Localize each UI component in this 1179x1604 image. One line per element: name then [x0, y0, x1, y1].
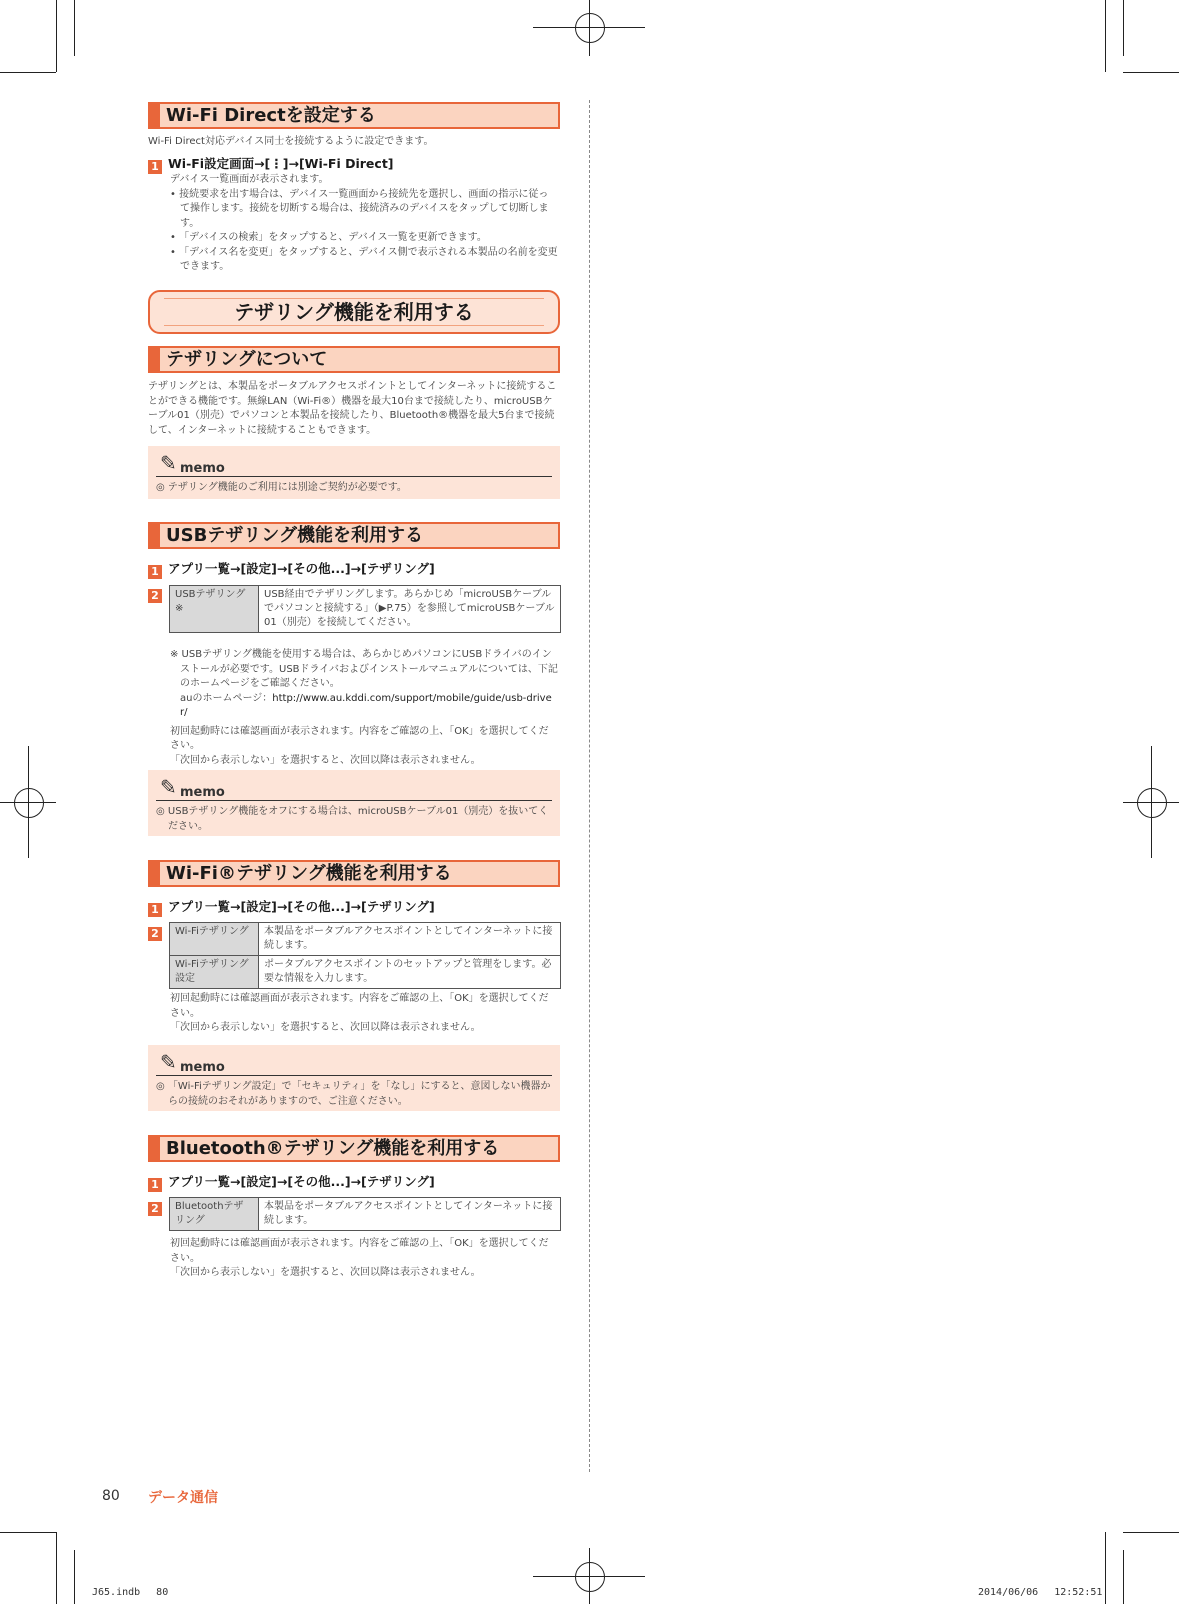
memo-header — [156, 1051, 552, 1076]
usb-step-2 — [148, 585, 168, 603]
crop-mark — [1105, 1532, 1106, 1604]
crop-mark — [56, 0, 57, 72]
memo-label: memo — [180, 1060, 225, 1075]
table-row[interactable] — [170, 956, 561, 989]
bluetooth-step-2 — [148, 1198, 168, 1216]
crop-mark — [1123, 0, 1124, 56]
bluetooth-step-1 — [148, 1174, 435, 1192]
usb-driver-link-line — [170, 692, 558, 721]
step-number: 1 — [148, 160, 162, 174]
crop-mark — [0, 1532, 56, 1533]
registration-mark — [575, 13, 605, 43]
option-description: 本製品をポータブルアクセスポイントとしてインターネットに接続します。 — [259, 923, 561, 956]
step-text: Wi-Fi設定画面→[⋮]→[Wi-Fi Direct] — [168, 156, 394, 171]
option-description: ポータブルアクセスポイントのセットアップと管理をします。必要な情報を入力します。 — [259, 956, 561, 989]
pencil-icon: ✎ — [160, 451, 177, 475]
memo-text: ◎ テザリング機能のご利用には別途ご契約が必要です。 — [156, 482, 407, 493]
memo-box — [148, 770, 560, 836]
memo-header — [156, 776, 552, 801]
usb-driver-note: ※ USBテザリング機能を使用する場合は、あらかじめパソコンにUSBドライバのインストールが必要です。USBドライバおよびインストールマニュアルについては、下記のホームページをご確認ください。 — [170, 649, 558, 689]
step-text: アプリ一覧→[設定]→[その他...]→[テザリング] — [168, 561, 435, 576]
section-heading-tethering-about: テザリングについて — [148, 346, 560, 373]
dont-show-note: 「次回から表示しない」を選択すると、次回以降は表示されません。 — [170, 1022, 481, 1033]
option-name: Bluetoothテザリング — [170, 1198, 259, 1231]
step-text: アプリ一覧→[設定]→[その他...]→[テザリング] — [168, 1174, 435, 1189]
print-slug-datetime: 2014/06/06 12:52:51 — [978, 1587, 1103, 1598]
first-launch-note: 初回起動時には確認画面が表示されます。内容をご確認の上、「OK」を選択してください。 — [170, 993, 549, 1019]
bullet-item: • 「デバイスの検索」をタップすると、デバイス一覧を更新できます。 — [170, 232, 487, 243]
chapter-heading-tethering — [148, 290, 560, 334]
bluetooth-notes — [170, 1237, 558, 1281]
option-description: USB経由でテザリングします。あらかじめ「microUSBケーブルでパソコンと接続する」（▶P.75）を参照してmicroUSBケーブル01（別売）を接続してください。 — [259, 586, 561, 633]
crop-mark — [1123, 1532, 1179, 1533]
site-label: auのホームページ： — [180, 692, 273, 704]
bullet-item: • 「デバイス名を変更」をタップすると、デバイス側で表示される本製品の名前を変更できます。 — [170, 246, 558, 272]
wifi-direct-intro: Wi-Fi Direct対応デバイス同士を接続するように設定できます。 — [148, 136, 434, 147]
column-divider — [589, 100, 590, 1472]
wifi-step-1 — [148, 899, 435, 917]
memo-label: memo — [180, 461, 225, 476]
chapter-heading-text: テザリング機能を利用する — [234, 300, 474, 324]
tethering-about-body: テザリングとは、本製品をポータブルアクセスポイントとしてインターネットに接続することができる機能です。無線LAN（Wi-Fi®）機器を最大10台まで接続したり、microUSBケーブル01（別売）でパソコンと本製品を接続したり、Bluetooth®機器を最大5台まで接続して、インターネットに接続することもできます。 — [148, 381, 557, 436]
bluetooth-options-table — [169, 1197, 561, 1231]
option-name: USBテザリング※ — [170, 586, 259, 633]
dont-show-note: 「次回から表示しない」を選択すると、次回以降は表示されません。 — [170, 1267, 481, 1278]
first-launch-note: 初回起動時には確認画面が表示されます。内容をご確認の上、「OK」を選択してください。 — [170, 1238, 549, 1264]
dont-show-note: 「次回から表示しない」を選択すると、次回以降は表示されません。 — [170, 754, 481, 766]
step-number: 2 — [148, 589, 162, 603]
crop-mark — [56, 1532, 57, 1604]
crop-mark — [74, 0, 75, 56]
wifi-direct-step-desc — [170, 173, 558, 275]
usb-notes — [170, 648, 558, 768]
step-number: 2 — [148, 1202, 162, 1216]
wifi-step-2 — [148, 923, 168, 941]
print-slug-file: J65.indb 80 — [92, 1587, 169, 1598]
section-heading-usb-tethering: USBテザリング機能を利用する — [148, 522, 560, 549]
registration-mark — [14, 788, 44, 818]
wifi-direct-step-1 — [148, 156, 394, 174]
table-row[interactable] — [170, 586, 561, 633]
bullet-item: • 接続要求を出す場合は、デバイス一覧画面から接続先を選択し、画面の指示に従って操作します。接続を切断する場合は、接続済みのデバイスをタップして切断します。 — [170, 188, 549, 229]
table-row[interactable] — [170, 923, 561, 956]
option-description: 本製品をポータブルアクセスポイントとしてインターネットに接続します。 — [259, 1198, 561, 1231]
crop-mark — [1105, 0, 1106, 72]
usb-step-1 — [148, 561, 435, 579]
table-row[interactable] — [170, 1198, 561, 1231]
step-text: アプリ一覧→[設定]→[その他...]→[テザリング] — [168, 899, 435, 914]
registration-mark — [575, 1562, 605, 1592]
step-number: 1 — [148, 565, 162, 579]
first-launch-note: 初回起動時には確認画面が表示されます。内容をご確認の上、「OK」を選択してください。 — [170, 725, 549, 751]
memo-label: memo — [180, 785, 225, 800]
step-number: 1 — [148, 903, 162, 917]
memo-box — [148, 1045, 560, 1111]
crop-mark — [1123, 1550, 1124, 1604]
memo-text: ◎ 「Wi-Fiテザリング設定」で「セキュリティ」を「なし」にすると、意図しない機器からの接続のおそれがありますので、ご注意ください。 — [156, 1081, 551, 1107]
chapter-label: データ通信 — [148, 1490, 218, 1506]
crop-mark — [74, 1550, 75, 1604]
pencil-icon: ✎ — [160, 775, 177, 799]
step-number: 1 — [148, 1178, 162, 1192]
page-number: 80 — [102, 1488, 120, 1504]
memo-text: ◎ USBテザリング機能をオフにする場合は、microUSBケーブル01（別売）を抜いてください。 — [156, 806, 549, 832]
step-number: 2 — [148, 927, 162, 941]
section-heading-bluetooth-tethering: Bluetooth®テザリング機能を利用する — [148, 1135, 560, 1162]
crop-mark — [1123, 72, 1179, 73]
option-name: Wi-Fiテザリング — [170, 923, 259, 956]
memo-header — [156, 452, 552, 477]
registration-mark — [1137, 788, 1167, 818]
crop-mark — [0, 72, 56, 73]
section-heading-wifi-direct: Wi-Fi Directを設定する — [148, 102, 560, 129]
usb-driver-url[interactable]: http://www.au.kddi.com/support/mobile/guide/usb-driver/ — [180, 692, 552, 718]
step-description: デバイス一覧画面が表示されます。 — [170, 174, 329, 185]
memo-box — [148, 446, 560, 499]
usb-options-table — [169, 585, 561, 633]
pencil-icon: ✎ — [160, 1050, 177, 1074]
wifi-options-table — [169, 922, 561, 989]
wifi-notes — [170, 992, 558, 1036]
section-heading-wifi-tethering: Wi-Fi®テザリング機能を利用する — [148, 860, 560, 887]
option-name: Wi-Fiテザリング設定 — [170, 956, 259, 989]
